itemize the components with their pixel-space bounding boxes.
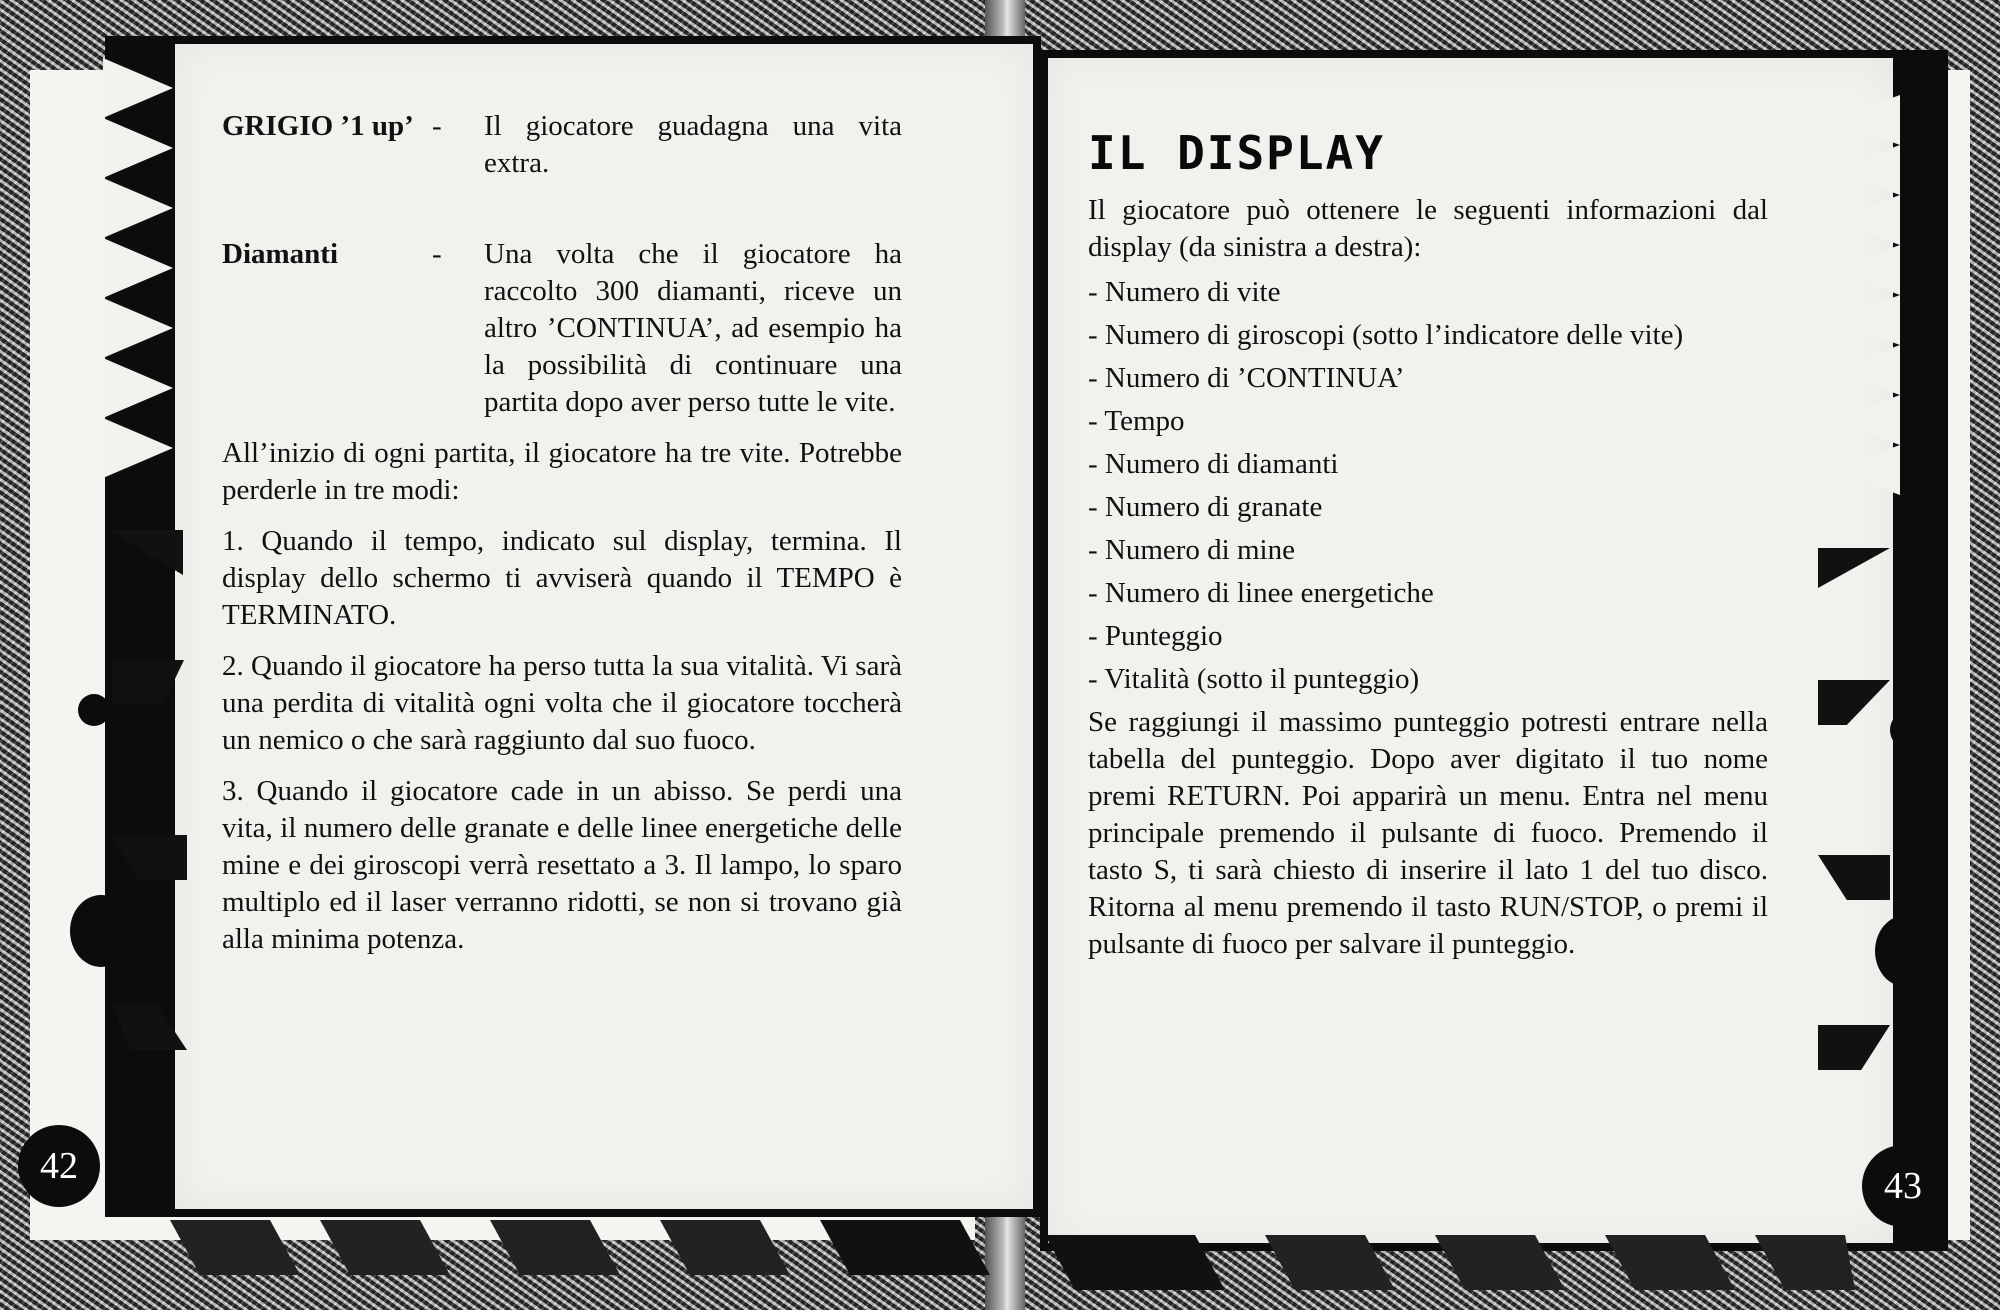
legend-entry-grigio <box>222 108 902 182</box>
display-info-item: - Numero di vite <box>1088 276 1281 308</box>
entry-dash: - <box>432 238 442 270</box>
display-info-item: - Tempo <box>1088 405 1185 437</box>
entry-dash: - <box>432 110 442 142</box>
paragraph-lives-intro: All’inizio di ogni partita, il giocatore ha tre vite. Potrebbe perderle in tre modi: <box>222 437 902 506</box>
display-info-item: - Numero di diamanti <box>1088 448 1339 480</box>
display-info-item: - Vitalità (sotto il punteggio) <box>1088 663 1420 695</box>
left-page-body <box>222 108 902 958</box>
display-info-item: - Punteggio <box>1088 620 1223 652</box>
paragraph-vitality-lost: 2. Quando il giocatore ha perso tutta la sua vitalità. Vi sarà una perdita di vitalità ogni volta che il giocatore toccherà un nemico o che sarà raggiunto dal suo fuoco. <box>222 650 902 756</box>
paragraph-time-runs-out: 1. Quando il tempo, indicato sul display, termina. Il display dello schermo ti avviserà quando il TEMPO è TERMINATO. <box>222 525 902 631</box>
right-sawtooth-border <box>1820 55 1900 515</box>
entry-description: Il giocatore guadagna una vita extra. <box>484 110 902 179</box>
right-deco-dot-small <box>1890 712 1922 748</box>
entry-description: Una volta che il giocatore ha raccolto 300 diamanti, riceve un altro ’CONTINUA’, ad esempio ha la possibilità di continuare una partita dopo aver perso tutte le vite. <box>484 238 902 418</box>
legend-entry-diamanti <box>222 236 902 421</box>
display-info-item: - Numero di giroscopi (sotto l’indicatore delle vite) <box>1088 319 1684 351</box>
display-info-item: - Numero di ’CONTINUA’ <box>1088 362 1405 394</box>
right-bottom-stripes <box>1045 1235 1855 1290</box>
paragraph-abyss-fall: 3. Quando il giocatore cade in un abisso. Se perdi una vita, il numero delle granate e delle linee energetiche delle mine e dei giroscopi verrà resettato a 3. Il lampo, lo sparo multiplo ed il laser verranno ridotti, se non si trovano già alla minima potenza. <box>222 775 902 955</box>
page-number-right: 43 <box>1862 1145 1944 1227</box>
closing-paragraph: Se raggiungi il massimo punteggio potresti entrare nella tabella del punteggio. Dopo aver digitato il tuo nome premi RETURN. Poi apparirà un menu. Entra nel menu principale premendo il pulsante di fuoco. Premendo il tasto S, ti sarà chiesto di inserire il lato 1 del tuo disco. Ritorna al menu premendo il tasto RUN/STOP, o premi il pulsante di fuoco per salvare il punteggio. <box>1088 706 1768 960</box>
entry-term: Diamanti <box>222 238 338 270</box>
right-deco-dot-large <box>1875 915 1937 987</box>
left-deco-dot-small <box>78 694 110 726</box>
section-heading: IL DISPLAY <box>1088 126 1385 180</box>
display-info-list <box>1088 274 1768 698</box>
left-bottom-stripes <box>160 1220 990 1275</box>
display-info-item: - Numero di mine <box>1088 534 1295 566</box>
right-page-body <box>1088 192 1768 963</box>
left-deco-dot-large <box>70 895 132 967</box>
display-intro: Il giocatore può ottenere le seguenti informazioni dal display (da sinistra a destra): <box>1088 194 1768 263</box>
entry-term: GRIGIO ’1 up’ <box>222 110 414 142</box>
display-info-item: - Numero di linee energetiche <box>1088 577 1434 609</box>
left-sawtooth-border <box>103 38 183 498</box>
display-info-item: - Numero di granate <box>1088 491 1323 523</box>
page-number-left: 42 <box>18 1125 100 1207</box>
